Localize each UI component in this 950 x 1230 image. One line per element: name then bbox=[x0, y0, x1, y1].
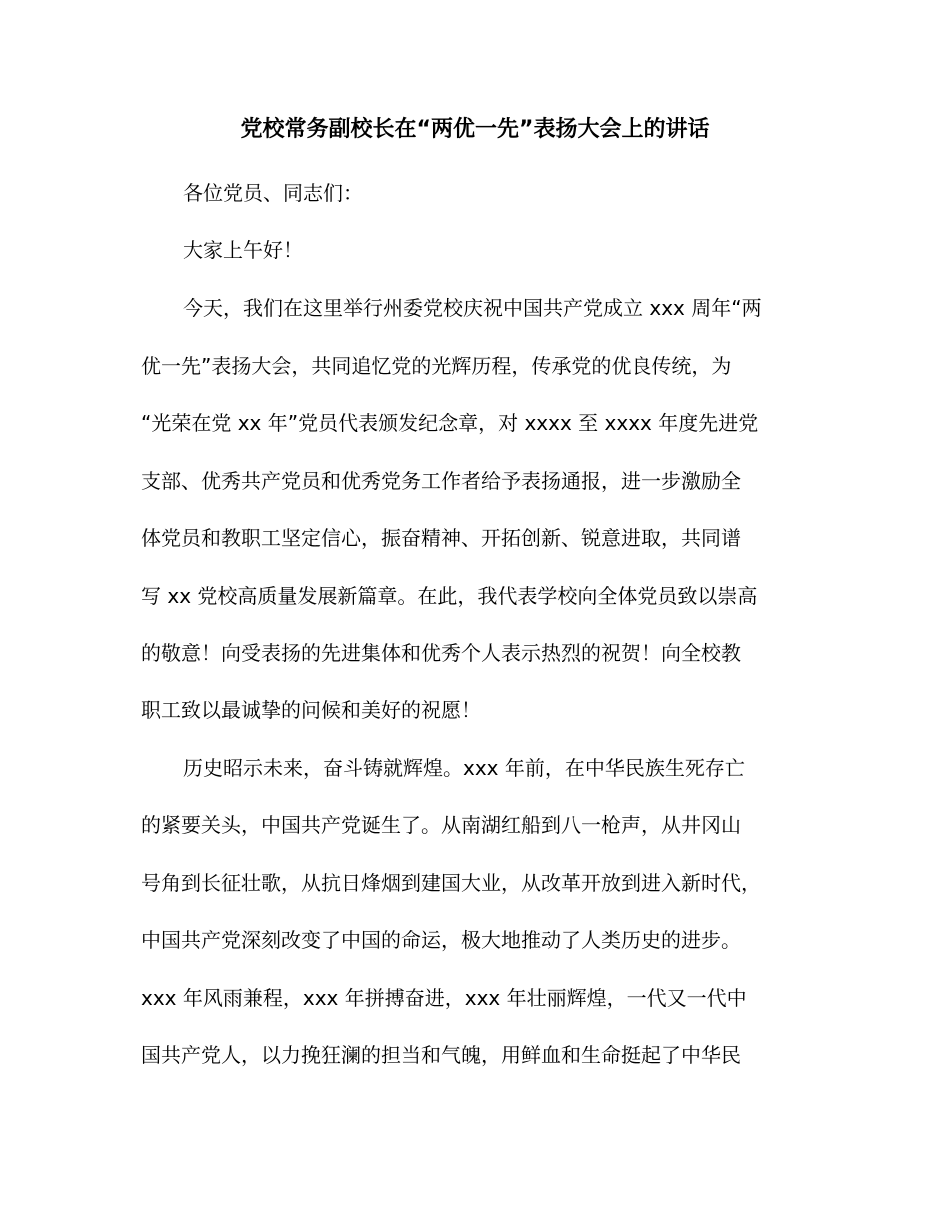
paragraph-2-line-4: 中国共产党深刻改变了中国的命运，极大地推动了人类历史的进步。 bbox=[141, 928, 741, 952]
paragraph-2-line-2: 的紧要关头，中国共产党诞生了。从南湖红船到八一枪声，从井冈山 bbox=[141, 813, 741, 837]
paragraph-2-line-1: 历史昭示未来，奋斗铸就辉煌。xxx 年前，在中华民族生死存亡 bbox=[183, 756, 745, 780]
salutation-line: 各位党员、同志们： bbox=[183, 181, 363, 205]
document-title: 党校常务副校长在“两优一先”表扬大会上的讲话 bbox=[240, 117, 710, 142]
paragraph-1-line-4: 支部、优秀共产党员和优秀党务工作者给予表扬通报，进一步激励全 bbox=[141, 469, 741, 493]
paragraph-1-line-5: 体党员和教职工坚定信心，振奋精神、开拓创新、锐意进取，共同谱 bbox=[141, 526, 741, 550]
paragraph-1-line-7: 的敬意！向受表扬的先进集体和优秀个人表示热烈的祝贺！向全校教 bbox=[141, 641, 741, 665]
greeting-line: 大家上午好！ bbox=[183, 238, 303, 262]
paragraph-1-line-6: 写 xx 党校高质量发展新篇章。在此，我代表学校向全体党员致以崇高 bbox=[141, 584, 758, 608]
paragraph-1-line-2: 优一先”表扬大会，共同追忆党的光辉历程，传承党的优良传统，为 bbox=[141, 354, 732, 378]
paragraph-1-line-1: 今天，我们在这里举行州委党校庆祝中国共产党成立 xxx 周年“两 bbox=[183, 296, 762, 320]
paragraph-2-line-5: xxx 年风雨兼程，xxx 年拼搏奋进，xxx 年壮丽辉煌，一代又一代中 bbox=[141, 986, 747, 1010]
paragraph-2-line-3: 号角到长征壮歌，从抗日烽烟到建国大业，从改革开放到进入新时代， bbox=[141, 871, 761, 895]
paragraph-1-line-3: “光荣在党 xx 年”党员代表颁发纪念章，对 xxxx 至 xxxx 年度先进党 bbox=[141, 411, 759, 435]
paragraph-2-line-6: 国共产党人，以力挽狂澜的担当和气魄，用鲜血和生命挺起了中华民 bbox=[141, 1043, 741, 1067]
paragraph-1-line-8: 职工致以最诚挚的问候和美好的祝愿！ bbox=[141, 698, 481, 722]
